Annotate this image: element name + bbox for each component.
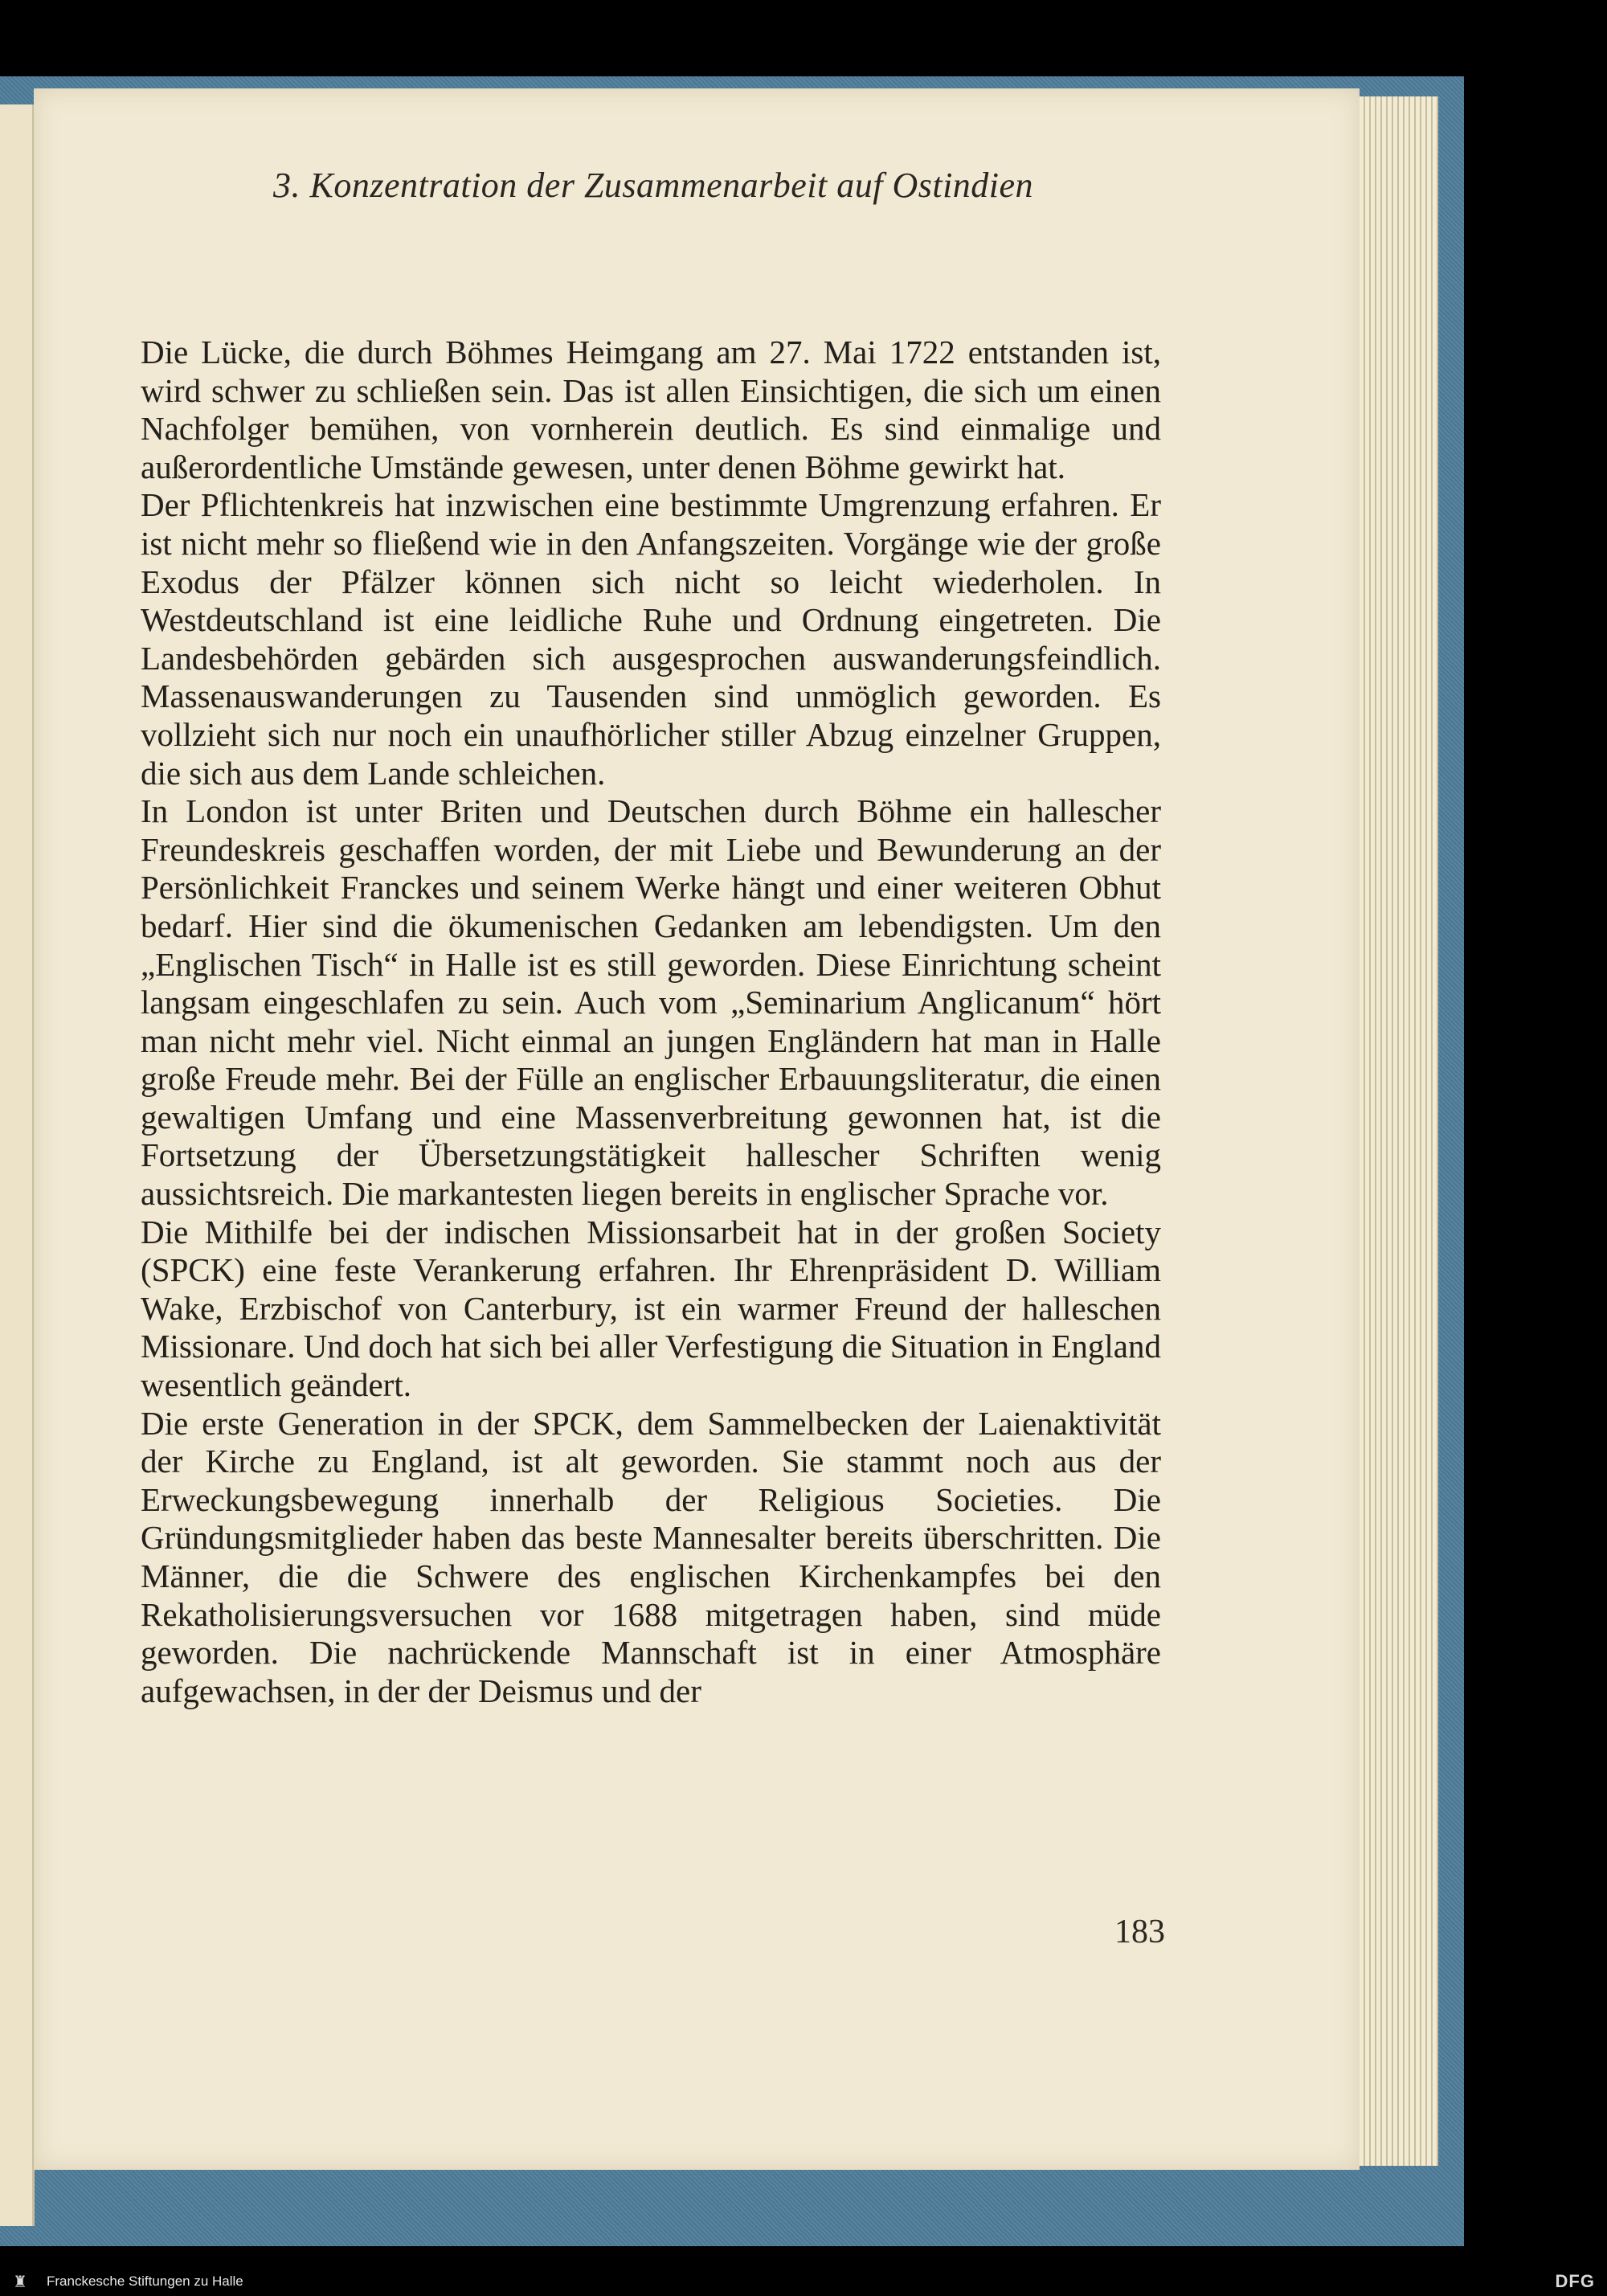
franckesche-stiftungen-logo-icon: ♜ [13, 2272, 27, 2291]
paragraph-4: Die Mithilfe bei der indischen Missionsarbeit hat in der großen Society (SPCK) eine feste Verankerung erfahren. Ihr Ehrenpräsident D. William Wake, Erzbischof von Canterbury, ist ein warmer Freund der halleschen Missionare. Und doch hat sich bei aller Verfestigung die Situation in England wesentlich geändert. [141, 1213, 1161, 1404]
facing-page-edge [0, 104, 35, 2226]
page-number: 183 [1114, 1913, 1165, 1950]
paragraph-2: Der Pflichtenkreis hat inzwischen eine bestimmte Umgrenzung erfahren. Er ist nicht mehr so fließend wie in den Anfangszeiten. Vorgänge wie der große Exodus der Pfälzer können sich nicht so leicht wiederholen. In Westdeutschland ist eine leidliche Ruhe und Ordnung eingetreten. Die Landesbehörden gebärden sich ausgesprochen auswanderungsfeindlich. Massenauswanderungen zu Tausenden sind unmöglich geworden. Es vollzieht sich nur noch ein unaufhörlicher stiller Abzug einzelner Gruppen, die sich aus dem Lande schleichen. [141, 486, 1161, 792]
page-stack-edges [1354, 96, 1438, 2166]
dfg-logo: DFG [1555, 2271, 1595, 2291]
body-text [141, 334, 1161, 1710]
running-head: 3. Konzentration der Zusammenarbeit auf Ostindien [273, 166, 1034, 205]
paragraph-1: Die Lücke, die durch Böhmes Heimgang am 27. Mai 1722 entstanden ist, wird schwer zu schließen sein. Das ist allen Einsichtigen, die sich um einen Nachfolger bemühen, von vornherein deutlich. Es sind einmalige und außerordentliche Umstände gewesen, unter denen Böhme gewirkt hat. [141, 334, 1161, 485]
paragraph-3: In London ist unter Briten und Deutschen durch Böhme ein hallescher Freundeskreis geschaffen worden, der mit Liebe und Bewunderung an der Persönlichkeit Franckes und seinem Werke hängt und einer weiteren Obhut bedarf. Hier sind die ökumenischen Gedanken am lebendigsten. Um den „Englischen Tisch“ in Halle ist es still geworden. Diese Einrichtung scheint langsam eingeschlafen zu sein. Auch vom „Seminarium Anglicanum“ hört man nicht mehr viel. Nicht einmal an jungen Engländern hat man in Halle große Freude mehr. Bei der Fülle an englischer Erbauungsliteratur, die einen gewaltigen Umfang und eine Massenverbreitung gewonnen hat, ist die Fortsetzung der Übersetzungstätigkeit hallescher Schriften wenig aussichtsreich. Die markantesten liegen bereits in englischer Sprache vor. [141, 792, 1161, 1213]
institution-label: Franckesche Stiftungen zu Halle [47, 2273, 243, 2289]
paragraph-5: Die erste Generation in der SPCK, dem Sammelbecken der Laienaktivität der Kirche zu England, ist alt geworden. Sie stammt noch aus der Erweckungsbewegung innerhalb der Religious Societies. Die Gründungsmitglieder haben das beste Mannesalter bereits überschritten. Die Männer, die die Schwere des englischen Kirchenkampfes bei den Rekatholisierungsversuchen vor 1688 mitgetragen haben, sind müde geworden. Die nachrückende Mannschaft ist in einer Atmosphäre aufgewachsen, in der der Deismus und der [141, 1404, 1161, 1709]
